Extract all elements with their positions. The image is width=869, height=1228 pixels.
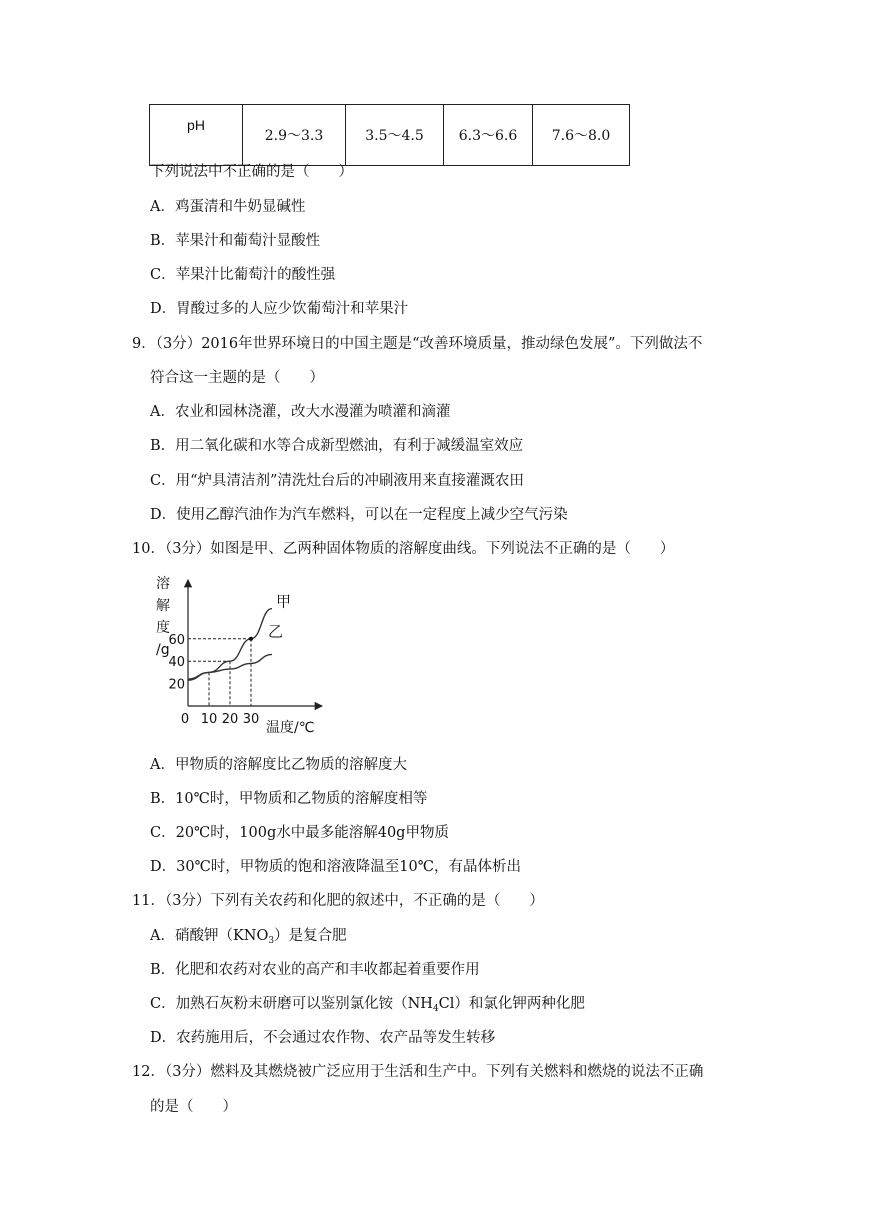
q11-option-d: D．农药施用后，不会通过农作物、农产品等发生转移 xyxy=(150,1030,496,1046)
q10-option-d: D．30℃时，甲物质的饱和溶液降温至10℃，有晶体析出 xyxy=(150,859,521,875)
y-axis-label: 解 xyxy=(156,598,170,614)
y-axis-label: 度 xyxy=(156,620,170,636)
option-text: Cl）和氯化钾两种化肥 xyxy=(438,996,585,1012)
option-text: C．加熟石灰粉末研磨可以鉴别氯化铵（NH xyxy=(150,996,433,1012)
table-cell: 3.5～4.5 xyxy=(346,105,444,166)
question-9-stem: 9．（3分）2016年世界环境日的中国主题是“改善环境质量，推动绿色发展”。下列做法不 xyxy=(132,336,703,352)
subscript: 4 xyxy=(432,1004,439,1014)
y-tick-label: 40 xyxy=(168,655,185,671)
question-12-stem-cont: 的是（ ） xyxy=(150,1099,237,1115)
data-point xyxy=(249,637,253,641)
q9-option-c: C．用“炉具清洁剂”清洗灶台后的冲刷液用来直接灌溉农田 xyxy=(150,473,524,489)
q8-option-b: B．苹果汁和葡萄汁显酸性 xyxy=(150,233,321,249)
x-tick-label: 30 xyxy=(242,712,260,727)
question-8-stem: 下列说法中不正确的是（ ） xyxy=(150,164,353,180)
q11-option-a xyxy=(150,926,347,951)
q8-option-a: A．鸡蛋清和牛奶显碱性 xyxy=(150,199,306,215)
origin-label: 0 xyxy=(180,712,190,727)
q8-option-d: D．胃酸过多的人应少饮葡萄汁和苹果汁 xyxy=(150,301,409,317)
question-10-stem: 10．（3分）如图是甲、乙两种固体物质的溶解度曲线。下列说法不正确的是（ ） xyxy=(132,541,675,557)
question-12-stem: 12．（3分）燃料及其燃烧被广泛应用于生活和生产中。下列有关燃料和燃烧的说法不正确 xyxy=(132,1064,704,1080)
y-axis-label: /g xyxy=(156,642,170,658)
ph-table xyxy=(149,104,630,166)
table-row xyxy=(150,105,630,166)
x-tick-label: 20 xyxy=(221,712,239,727)
option-text: ）是复合肥 xyxy=(274,928,347,944)
y-tick-label: 20 xyxy=(168,677,185,693)
q11-option-b: B．化肥和农药对农业的高产和丰收都起着重要作用 xyxy=(150,962,480,978)
question-11-stem: 11．（3分）下列有关农药和化肥的叙述中，不正确的是（ ） xyxy=(132,893,544,909)
q8-option-c: C．苹果汁比葡萄汁的酸性强 xyxy=(150,267,336,283)
q9-option-b: B．用二氧化碳和水等合成新型燃油，有利于减缓温室效应 xyxy=(150,438,524,454)
q10-option-c: C．20℃时，100g水中最多能溶解40g甲物质 xyxy=(150,825,449,841)
table-cell: 7.6～8.0 xyxy=(533,105,630,166)
series-label: 甲 xyxy=(276,592,292,611)
q10-option-a: A．甲物质的溶解度比乙物质的溶解度大 xyxy=(150,757,407,773)
q11-option-c xyxy=(150,994,585,1019)
y-axis-label: 溶 xyxy=(156,576,170,592)
solubility-curve-chart xyxy=(150,568,340,740)
q9-option-a: A．农业和园林浇灌，改大水漫灌为喷灌和滴灌 xyxy=(150,404,451,420)
option-text: A．硝酸钾（KNO xyxy=(150,928,269,944)
x-tick-label: 10 xyxy=(200,712,218,727)
subscript: 3 xyxy=(268,936,275,946)
series-label: 乙 xyxy=(268,622,284,641)
q9-option-d: D．使用乙醇汽油作为汽车燃料，可以在一定程度上减少空气污染 xyxy=(150,507,568,523)
y-tick-label: 60 xyxy=(168,632,185,648)
table-cell: 2.9～3.3 xyxy=(243,105,346,166)
table-cell: 6.3～6.6 xyxy=(444,105,533,166)
question-9-stem-cont: 符合这一主题的是（ ） xyxy=(150,370,324,386)
table-header-cell: pH xyxy=(150,105,243,166)
x-axis-label: 温度/℃ xyxy=(266,720,315,736)
q10-option-b: B．10℃时，甲物质和乙物质的溶解度相等 xyxy=(150,791,428,807)
